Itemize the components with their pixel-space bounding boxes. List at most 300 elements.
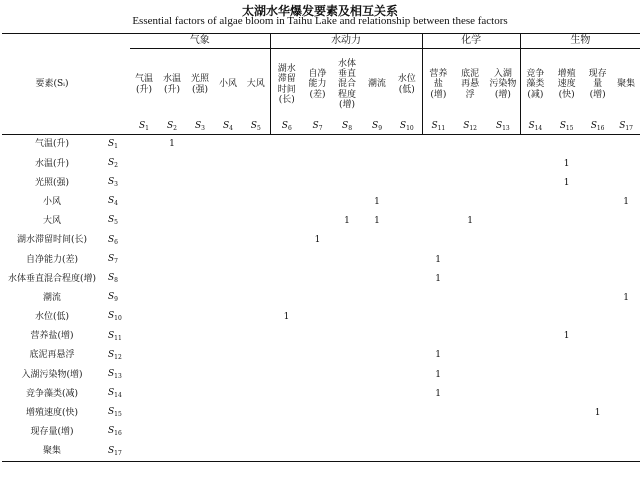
relation-cell: 1 <box>594 408 601 419</box>
relation-cell <box>612 135 640 155</box>
relation-cell <box>130 365 158 384</box>
relation-cell <box>158 173 186 192</box>
relation-cell <box>332 173 362 192</box>
relation-cell <box>486 346 520 365</box>
relation-cell <box>242 269 270 288</box>
relation-cell <box>332 154 362 173</box>
relation-cell <box>214 289 242 308</box>
row-symbol: $S_6$ <box>108 234 118 246</box>
relation-cell: 1 <box>283 312 290 323</box>
relation-cell <box>332 442 362 462</box>
relation-cell <box>186 250 214 269</box>
relation-cell <box>392 404 422 423</box>
relation-cell <box>362 135 392 155</box>
factor-symbol-13: $S_{13}$ <box>486 120 520 135</box>
relation-cell <box>612 212 640 231</box>
relation-cell: 1 <box>435 273 441 284</box>
table-row <box>2 289 640 308</box>
factor-symbol-4: $S_4$ <box>214 120 242 135</box>
relation-cell <box>612 346 640 365</box>
factor-symbol-14: $S_{14}$ <box>520 120 550 135</box>
relation-cell: 1 <box>563 158 570 169</box>
table-row <box>2 135 640 155</box>
relation-cell <box>550 212 583 231</box>
row-symbol: $S_4$ <box>108 196 118 208</box>
relation-cell <box>242 365 270 384</box>
relation-cell <box>130 289 158 308</box>
table-row <box>2 269 640 288</box>
relation-cell <box>520 423 550 442</box>
relation-cell <box>130 308 158 327</box>
factor-symbol-9: $S_9$ <box>362 120 392 135</box>
relation-cell <box>186 308 214 327</box>
relation-cell <box>520 365 550 384</box>
relation-cell <box>130 250 158 269</box>
factor-symbol-16: $S_{16}$ <box>583 120 612 135</box>
relation-cell <box>186 193 214 212</box>
relation-cell <box>550 250 583 269</box>
relation-cell <box>186 173 214 192</box>
relation-cell <box>214 365 242 384</box>
relation-cell <box>454 231 486 250</box>
relation-cell <box>422 289 454 308</box>
relation-cell <box>303 269 332 288</box>
relation-cell <box>303 384 332 403</box>
relation-cell <box>332 289 362 308</box>
relation-cell: 1 <box>467 216 473 227</box>
factor-symbol-2: $S_2$ <box>158 120 186 135</box>
relation-cell <box>612 327 640 346</box>
table-row <box>2 327 640 346</box>
relation-cell <box>486 250 520 269</box>
relation-cell <box>612 423 640 442</box>
relation-cell <box>186 384 214 403</box>
relation-cell <box>332 384 362 403</box>
table-row <box>2 365 640 384</box>
relation-cell <box>392 250 422 269</box>
table-title-en: Essential factors of algae bloom in Taihu Lake and relationship between these factors <box>132 15 508 27</box>
relation-cell <box>583 231 612 250</box>
relation-cell <box>270 384 303 403</box>
relation-cell <box>214 346 242 365</box>
relation-cell <box>454 404 486 423</box>
relation-cell <box>158 231 186 250</box>
relation-cell <box>520 173 550 192</box>
factor-header-11: 营养 盐 (增) <box>422 49 454 121</box>
relation-cell <box>158 193 186 212</box>
relation-cell <box>612 404 640 423</box>
relation-cell <box>362 269 392 288</box>
relation-cell <box>130 269 158 288</box>
relation-cell <box>332 135 362 155</box>
factor-header-3: 光照 (强) <box>190 74 209 95</box>
relation-cell <box>392 289 422 308</box>
relation-cell <box>392 346 422 365</box>
table-row <box>2 423 640 442</box>
relation-cell <box>422 173 454 192</box>
relation-cell <box>550 384 583 403</box>
relation-cell <box>520 442 550 462</box>
table-title-cn: 太湖水华爆发要素及相互关系 <box>241 4 398 18</box>
row-symbol: $S_{14}$ <box>108 388 122 400</box>
relation-cell <box>520 269 550 288</box>
factor-header-8: 水体 垂直 混合 程度 (增) <box>338 58 357 111</box>
relation-cell <box>454 423 486 442</box>
factor-symbol-7: $S_7$ <box>303 120 332 135</box>
table-row <box>2 212 640 231</box>
relation-cell <box>214 173 242 192</box>
relation-cell <box>520 346 550 365</box>
relation-cell <box>270 404 303 423</box>
relation-cell <box>422 442 454 462</box>
relation-cell <box>158 404 186 423</box>
relation-cell <box>303 365 332 384</box>
relation-cell <box>583 269 612 288</box>
relation-cell <box>422 212 454 231</box>
relation-cell: 1 <box>169 139 175 150</box>
factor-header-10: 水位 (低) <box>397 74 416 95</box>
factor-header-12: 底泥 再悬 浮 <box>461 68 480 100</box>
relation-cell <box>392 269 422 288</box>
relation-cell <box>486 173 520 192</box>
row-symbol: $S_3$ <box>108 177 118 189</box>
group-biology: 生物 <box>520 34 640 49</box>
relation-cell <box>186 231 214 250</box>
relation-cell <box>486 135 520 155</box>
relation-cell <box>486 365 520 384</box>
relation-cell <box>303 442 332 462</box>
relation-cell <box>270 423 303 442</box>
relation-cell <box>242 346 270 365</box>
relation-cell <box>362 308 392 327</box>
relation-cell <box>362 231 392 250</box>
relation-cell <box>422 135 454 155</box>
factor-header-13: 入湖 污染物 (增) <box>489 68 517 100</box>
relation-cell <box>583 308 612 327</box>
relation-cell <box>242 442 270 462</box>
row-symbol: $S_9$ <box>108 292 118 304</box>
row-symbol: $S_7$ <box>108 253 118 265</box>
relation-cell <box>583 289 612 308</box>
relation-cell <box>422 231 454 250</box>
factor-symbol-1: $S_1$ <box>130 120 158 135</box>
relation-cell <box>392 423 422 442</box>
relation-cell: 1 <box>435 369 441 380</box>
row-symbol: $S_{15}$ <box>108 407 122 419</box>
relation-cell <box>242 212 270 231</box>
relation-cell <box>214 212 242 231</box>
row-label: 竞争藻类(减) <box>25 388 79 399</box>
relation-cell <box>130 212 158 231</box>
relation-cell <box>214 135 242 155</box>
relation-cell <box>550 135 583 155</box>
relation-cell <box>270 231 303 250</box>
relation-cell <box>612 173 640 192</box>
relation-cell <box>550 346 583 365</box>
relation-cell <box>486 212 520 231</box>
relation-cell <box>550 289 583 308</box>
factor-header-16: 现存 量 (增) <box>588 68 607 100</box>
relation-cell <box>392 384 422 403</box>
relation-cell <box>214 250 242 269</box>
relation-cell <box>242 193 270 212</box>
relation-cell <box>362 423 392 442</box>
relation-cell <box>550 404 583 423</box>
group-meteorology: 气象 <box>130 34 270 49</box>
relation-cell <box>214 231 242 250</box>
relation-cell <box>583 154 612 173</box>
relation-cell <box>242 404 270 423</box>
row-label: 湖水滞留时间(长) <box>16 235 88 246</box>
factor-symbol-3: $S_3$ <box>186 120 214 135</box>
relation-cell <box>550 308 583 327</box>
relation-cell <box>214 269 242 288</box>
relation-cell <box>158 384 186 403</box>
factor-header-17: 聚集 <box>617 79 636 90</box>
relation-cell <box>332 269 362 288</box>
relation-cell <box>362 404 392 423</box>
relation-cell <box>486 154 520 173</box>
relation-cell <box>520 250 550 269</box>
row-symbol: $S_{12}$ <box>108 349 122 361</box>
relation-cell <box>242 250 270 269</box>
relation-cell <box>303 135 332 155</box>
relation-cell <box>303 250 332 269</box>
table-row <box>2 384 640 403</box>
relation-cell <box>186 289 214 308</box>
row-symbol: $S_{11}$ <box>108 330 122 342</box>
relation-cell <box>270 212 303 231</box>
relation-cell <box>214 442 242 462</box>
relation-cell <box>332 327 362 346</box>
table-row <box>2 231 640 250</box>
relation-cell <box>130 346 158 365</box>
relation-cell <box>130 327 158 346</box>
relation-cell <box>158 442 186 462</box>
relation-cell <box>158 365 186 384</box>
relation-cell <box>422 404 454 423</box>
relation-cell <box>612 308 640 327</box>
relation-cell <box>550 231 583 250</box>
relation-cell <box>454 442 486 462</box>
factor-header-6: 湖水 滞留 时间 (长) <box>270 49 303 121</box>
relation-cell <box>303 289 332 308</box>
relation-cell <box>130 423 158 442</box>
row-label: 水体垂直混合程度(增) <box>7 273 97 284</box>
relation-cell <box>242 154 270 173</box>
group-chemistry: 化学 <box>422 34 520 49</box>
relation-cell <box>303 193 332 212</box>
relation-cell <box>186 365 214 384</box>
relation-cell <box>242 384 270 403</box>
relation-cell <box>583 193 612 212</box>
relation-cell <box>520 135 550 155</box>
relation-cell <box>583 212 612 231</box>
relation-cell <box>454 173 486 192</box>
relation-cell <box>486 384 520 403</box>
relation-cell <box>332 308 362 327</box>
relation-cell: 1 <box>435 350 441 361</box>
relation-cell <box>486 442 520 462</box>
relation-cell <box>242 135 270 155</box>
row-label: 水温(升) <box>34 158 70 169</box>
relation-cell <box>486 423 520 442</box>
relation-cell <box>362 289 392 308</box>
relation-cell <box>392 442 422 462</box>
relation-cell <box>186 327 214 346</box>
relation-cell <box>270 135 303 155</box>
relation-cell <box>242 308 270 327</box>
relation-cell <box>158 327 186 346</box>
table-row <box>2 308 640 327</box>
relation-cell <box>158 423 186 442</box>
relation-cell <box>612 231 640 250</box>
relation-cell <box>214 404 242 423</box>
row-label: 气温(升) <box>34 139 70 150</box>
relation-cell <box>186 269 214 288</box>
relation-cell <box>332 423 362 442</box>
relation-cell <box>583 135 612 155</box>
factor-symbol-11: $S_{11}$ <box>422 120 454 135</box>
relation-cell <box>550 193 583 212</box>
relation-cell <box>612 384 640 403</box>
relation-cell <box>332 365 362 384</box>
relation-cell: 1 <box>344 216 350 227</box>
relation-cell <box>270 365 303 384</box>
relation-cell: 1 <box>374 196 380 207</box>
relation-cell <box>214 327 242 346</box>
relation-cell <box>612 154 640 173</box>
relation-cell <box>242 423 270 442</box>
relation-cell <box>186 346 214 365</box>
relation-cell <box>270 154 303 173</box>
relation-cell <box>214 193 242 212</box>
row-label: 大风 <box>42 216 61 227</box>
relation-cell <box>130 193 158 212</box>
relation-cell: 1 <box>563 331 570 342</box>
relation-cell: 1 <box>435 388 441 399</box>
relation-cell <box>214 154 242 173</box>
relation-cell <box>612 442 640 462</box>
row-label: 自净能力(差) <box>25 254 79 265</box>
factor-header-4: 小风 <box>218 79 237 90</box>
relation-cell <box>583 384 612 403</box>
relation-cell <box>454 308 486 327</box>
relation-cell <box>520 154 550 173</box>
relation-cell <box>158 289 186 308</box>
row-symbol: $S_{16}$ <box>108 426 122 438</box>
relation-cell <box>583 365 612 384</box>
row-header-label: 要素(Sᵢ) <box>2 34 102 135</box>
relation-cell <box>130 135 158 155</box>
relation-cell <box>130 154 158 173</box>
relation-cell <box>550 442 583 462</box>
relation-cell <box>270 346 303 365</box>
relation-cell <box>520 404 550 423</box>
factor-symbol-6: $S_6$ <box>270 120 303 135</box>
relation-cell <box>130 384 158 403</box>
relation-cell <box>303 212 332 231</box>
relation-cell <box>303 173 332 192</box>
table-row <box>2 442 640 462</box>
row-header-symbol-col <box>102 34 130 135</box>
row-label: 营养盐(增) <box>30 331 74 342</box>
relation-cell <box>612 365 640 384</box>
relation-cell <box>520 308 550 327</box>
table-row <box>2 193 640 212</box>
relation-cell <box>332 231 362 250</box>
factor-header-7: 自净 能力 (差) <box>308 68 327 100</box>
factor-header-1: 气温 (升) <box>134 74 153 95</box>
row-symbol: $S_{13}$ <box>108 368 122 380</box>
relation-cell <box>214 384 242 403</box>
relation-cell <box>454 346 486 365</box>
table-body <box>2 135 640 462</box>
row-symbol: $S_8$ <box>108 272 118 284</box>
relation-cell <box>520 193 550 212</box>
relation-cell <box>486 289 520 308</box>
relation-cell <box>486 404 520 423</box>
relation-cell <box>214 423 242 442</box>
relation-cell <box>486 308 520 327</box>
relation-cell <box>486 231 520 250</box>
relation-cell <box>303 404 332 423</box>
relation-cell <box>454 154 486 173</box>
relation-cell <box>392 308 422 327</box>
factor-symbol-10: $S_{10}$ <box>392 120 422 135</box>
relation-cell <box>186 212 214 231</box>
relation-cell <box>520 384 550 403</box>
relation-cell <box>454 327 486 346</box>
relation-cell <box>130 404 158 423</box>
row-label: 聚集 <box>2 442 102 462</box>
relation-cell <box>392 154 422 173</box>
row-symbol: $S_{10}$ <box>108 311 122 323</box>
table-row <box>2 173 640 192</box>
relation-cell <box>332 346 362 365</box>
row-symbol: $S_5$ <box>108 215 118 227</box>
factor-header-14: 竞争 藻类 (减) <box>520 49 550 121</box>
relation-cell <box>303 346 332 365</box>
factor-symbol-17: $S_{17}$ <box>612 120 640 135</box>
relation-cell <box>550 365 583 384</box>
relation-cell <box>422 154 454 173</box>
table-row <box>2 154 640 173</box>
table-row <box>2 404 640 423</box>
relation-cell <box>186 404 214 423</box>
row-label: 现存量(增) <box>30 427 74 438</box>
relation-cell <box>486 193 520 212</box>
group-header-row <box>2 34 640 49</box>
relation-cell <box>158 212 186 231</box>
relation-cell <box>392 135 422 155</box>
relation-cell <box>392 212 422 231</box>
factor-header-2: 水温 (升) <box>162 74 181 95</box>
table-row <box>2 250 640 269</box>
relation-cell <box>270 289 303 308</box>
relation-cell <box>550 423 583 442</box>
relation-cell <box>332 404 362 423</box>
relation-cell <box>392 193 422 212</box>
relation-cell <box>550 269 583 288</box>
row-label: 入湖污染物(增) <box>21 369 83 380</box>
relation-cell <box>454 193 486 212</box>
factor-header-9: 潮流 <box>368 79 387 90</box>
relation-cell <box>454 250 486 269</box>
relation-cell <box>422 193 454 212</box>
relation-cell <box>422 327 454 346</box>
relation-cell <box>130 442 158 462</box>
